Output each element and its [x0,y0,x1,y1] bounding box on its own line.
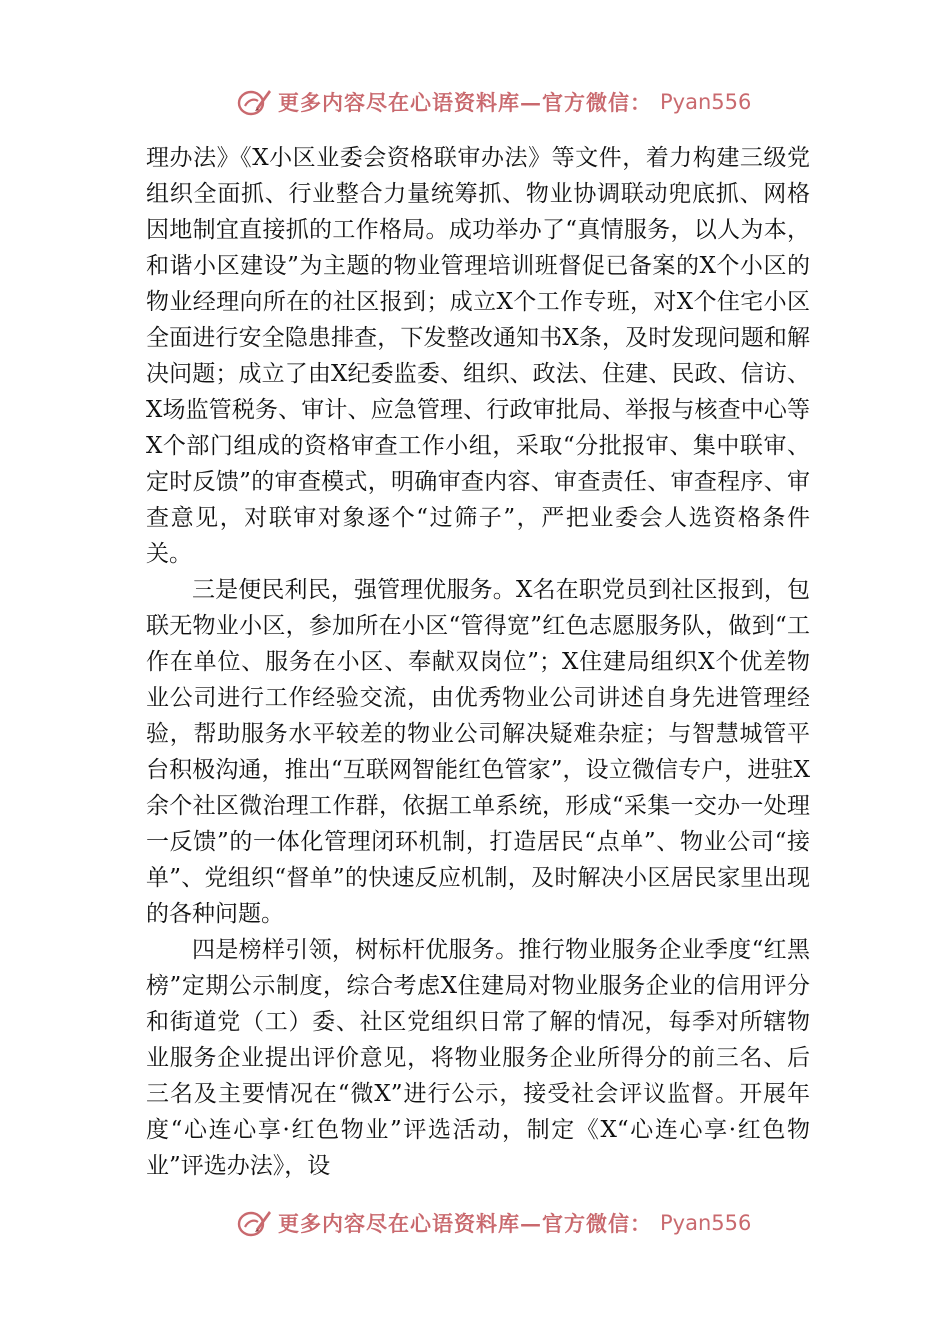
watermark-header [236,84,751,120]
watermark-footer [236,1205,751,1241]
watermark-text: 更多内容尽在心语资料库—官方微信： [278,90,652,115]
paragraph-1: 理办法》《X小区业委会资格联审办法》等文件，着力构建三级党组织全面抓、行业整合力量统筹抓、物业协调联动兜底抓、网格因地制宜直接抓的工作格局。成功举办了“真情服务，以人为本，和谐小区建设”为主题的物业管理培训班督促已备案的X个小区的物业经理向所在的社区报到；成立X个工作专班，对X个住宅小区全面进行安全隐患排查，下发整改通知书X条，及时发现问题和解决问题；成立了由X纪委监委、组织、政法、住建、民政、信访、X场监管税务、审计、应急管理、行政审批局、举报与核查中心等X个部门组成的资格审查工作小组，采取“分批报审、集中联审、定时反馈”的审查模式，明确审查内容、审查责任、审查程序、审查意见，对联审对象逐个“过筛子”，严把业委会人选资格条件关。 [146,145,810,567]
paragraph-2: 三是便民利民，强管理优服务。X名在职党员到社区报到，包联无物业小区，参加所在小区“管得宽”红色志愿服务队，做到“工作在单位、服务在小区、奉献双岗位”；X住建局组织X个优差物业公司进行工作经验交流，由优秀物业公司讲述自身先进管理经验，帮助服务水平较差的物业公司解决疑难杂症；与智慧城管平台积极沟通，推出“互联网智能红色管家”，设立微信专户，进驻X余个社区微治理工作群，依据工单系统，形成“采集一交办一处理一反馈”的一体化管理闭环机制，打造居民“点单”、物业公司“接单”、党组织“督单”的快速反应机制，及时解决小区居民家里出现的各种问题。 [146,577,810,927]
watermark-text: 更多内容尽在心语资料库—官方微信： [278,1211,652,1236]
watermark-code: Pyan556 [660,90,752,114]
document-body [146,140,810,1184]
watermark-code: Pyan556 [660,1211,752,1235]
pen-logo-icon [236,84,272,120]
paragraph-3: 四是榜样引领，树标杆优服务。推行物业服务企业季度“红黑榜”定期公示制度，综合考虑X住建局对物业服务企业的信用评分和街道党（工）委、社区党组织日常了解的情况，每季对所辖物业服务企业提出评价意见，将物业服务企业所得分的前三名、后三名及主要情况在“微X”进行公示，接受社会评议监督。开展年度“心连心享·红色物业”评选活动，制定《X“心连心享·红色物业”评选办法》，设 [146,937,810,1179]
pen-logo-icon [236,1205,272,1241]
